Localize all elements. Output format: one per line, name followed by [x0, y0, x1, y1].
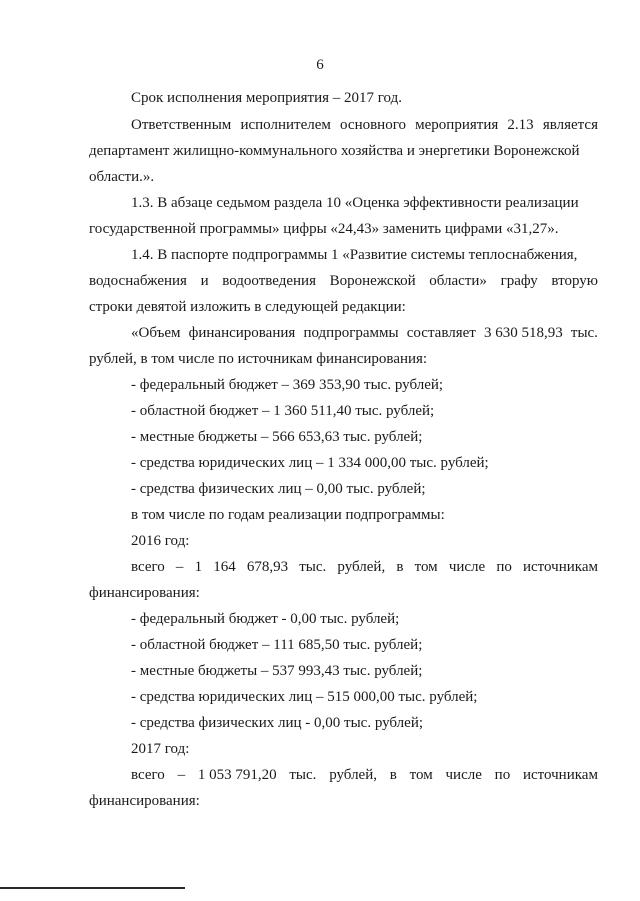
word: финансирования — [188, 325, 296, 341]
word: Воронежской — [329, 273, 416, 289]
word: источникам — [522, 767, 598, 783]
list-item: - средства физических лиц – 0,00 тыс. рублей; — [131, 481, 426, 497]
word: в — [389, 767, 397, 783]
text-line: в том числе по годам реализации подпрограммы: — [131, 507, 445, 523]
text-line: финансирования: — [89, 585, 200, 601]
word: числе — [448, 559, 486, 575]
text-line: Срок исполнения мероприятия – 2017 год. — [131, 90, 402, 106]
word: всего — [131, 559, 165, 575]
word: является — [542, 117, 598, 133]
list-item: - областной бюджет – 111 685,50 тыс. рублей; — [131, 637, 423, 653]
word: в — [396, 559, 404, 575]
word: водоснабжения — [89, 273, 187, 289]
word: 678,93 — [246, 559, 289, 575]
word: графу — [500, 273, 538, 289]
list-item: - средства физических лиц - 0,00 тыс. рублей; — [131, 715, 424, 731]
text-line: рублей, в том числе по источникам финансирования: — [89, 351, 428, 367]
word: области» — [429, 273, 487, 289]
word: рублей, — [329, 767, 377, 783]
word: тыс. — [289, 767, 317, 783]
text-line-justified — [131, 768, 598, 783]
word: исполнителем — [240, 117, 331, 133]
list-item: - областной бюджет – 1 360 511,40 тыс. рублей; — [131, 403, 435, 419]
year-heading: 2017 год: — [131, 741, 190, 757]
list-item: - местные бюджеты – 537 993,43 тыс. рублей; — [131, 663, 423, 679]
text-line-justified — [89, 274, 598, 289]
text-line: финансирования: — [89, 793, 200, 809]
word: водоотведения — [222, 273, 316, 289]
word: источникам — [523, 559, 598, 575]
text-line: области.». — [89, 169, 155, 185]
word: 1 053 791,20 — [197, 767, 277, 783]
text-line: строки девятой изложить в следующей редакции: — [89, 299, 406, 315]
text-line-justified — [131, 560, 598, 575]
list-item: - средства юридических лиц – 515 000,00 тыс. рублей; — [131, 689, 478, 705]
word: тыс. — [299, 559, 327, 575]
list-item: - федеральный бюджет - 0,00 тыс. рублей; — [131, 611, 400, 627]
word: составляет — [406, 325, 476, 341]
word: 1 — [194, 559, 203, 575]
word: – — [175, 559, 184, 575]
year-heading: 2016 год: — [131, 533, 190, 549]
text-line: департамент жилищно-коммунального хозяйства и энергетики Воронежской — [89, 143, 580, 159]
list-item: - федеральный бюджет – 369 353,90 тыс. рублей; — [131, 377, 444, 393]
text-line: 1.3. В абзаце седьмом раздела 10 «Оценка эффективности реализации — [131, 195, 579, 211]
word: «Объем — [131, 325, 181, 341]
word: 2.13 — [507, 117, 534, 133]
word: том — [409, 767, 433, 783]
word: основного — [340, 117, 406, 133]
list-item: - средства юридических лиц – 1 334 000,00 тыс. рублей; — [131, 455, 489, 471]
text-line: 1.4. В паспорте подпрограммы 1 «Развитие системы теплоснабжения, — [131, 247, 578, 263]
word: мероприятия — [415, 117, 499, 133]
word: подпрограммы — [303, 325, 399, 341]
page-number: 6 — [316, 57, 324, 73]
text-line-justified — [131, 326, 598, 341]
text-line-justified — [131, 118, 598, 133]
list-item: - местные бюджеты – 566 653,63 тыс. рублей; — [131, 429, 423, 445]
word: 3 630 518,93 — [483, 325, 563, 341]
word: – — [177, 767, 186, 783]
word: вторую — [551, 273, 598, 289]
word: по — [494, 767, 511, 783]
word: том — [414, 559, 438, 575]
word: Ответственным — [131, 117, 232, 133]
text-line: государственной программы» цифры «24,43» заменить цифрами «31,27». — [89, 221, 559, 237]
scan-edge-line — [0, 887, 185, 889]
word: рублей, — [337, 559, 386, 575]
word: 164 — [213, 559, 236, 575]
word: по — [496, 559, 512, 575]
word: всего — [131, 767, 165, 783]
word: числе — [445, 767, 482, 783]
word: тыс. — [570, 325, 598, 341]
word: и — [200, 273, 209, 289]
